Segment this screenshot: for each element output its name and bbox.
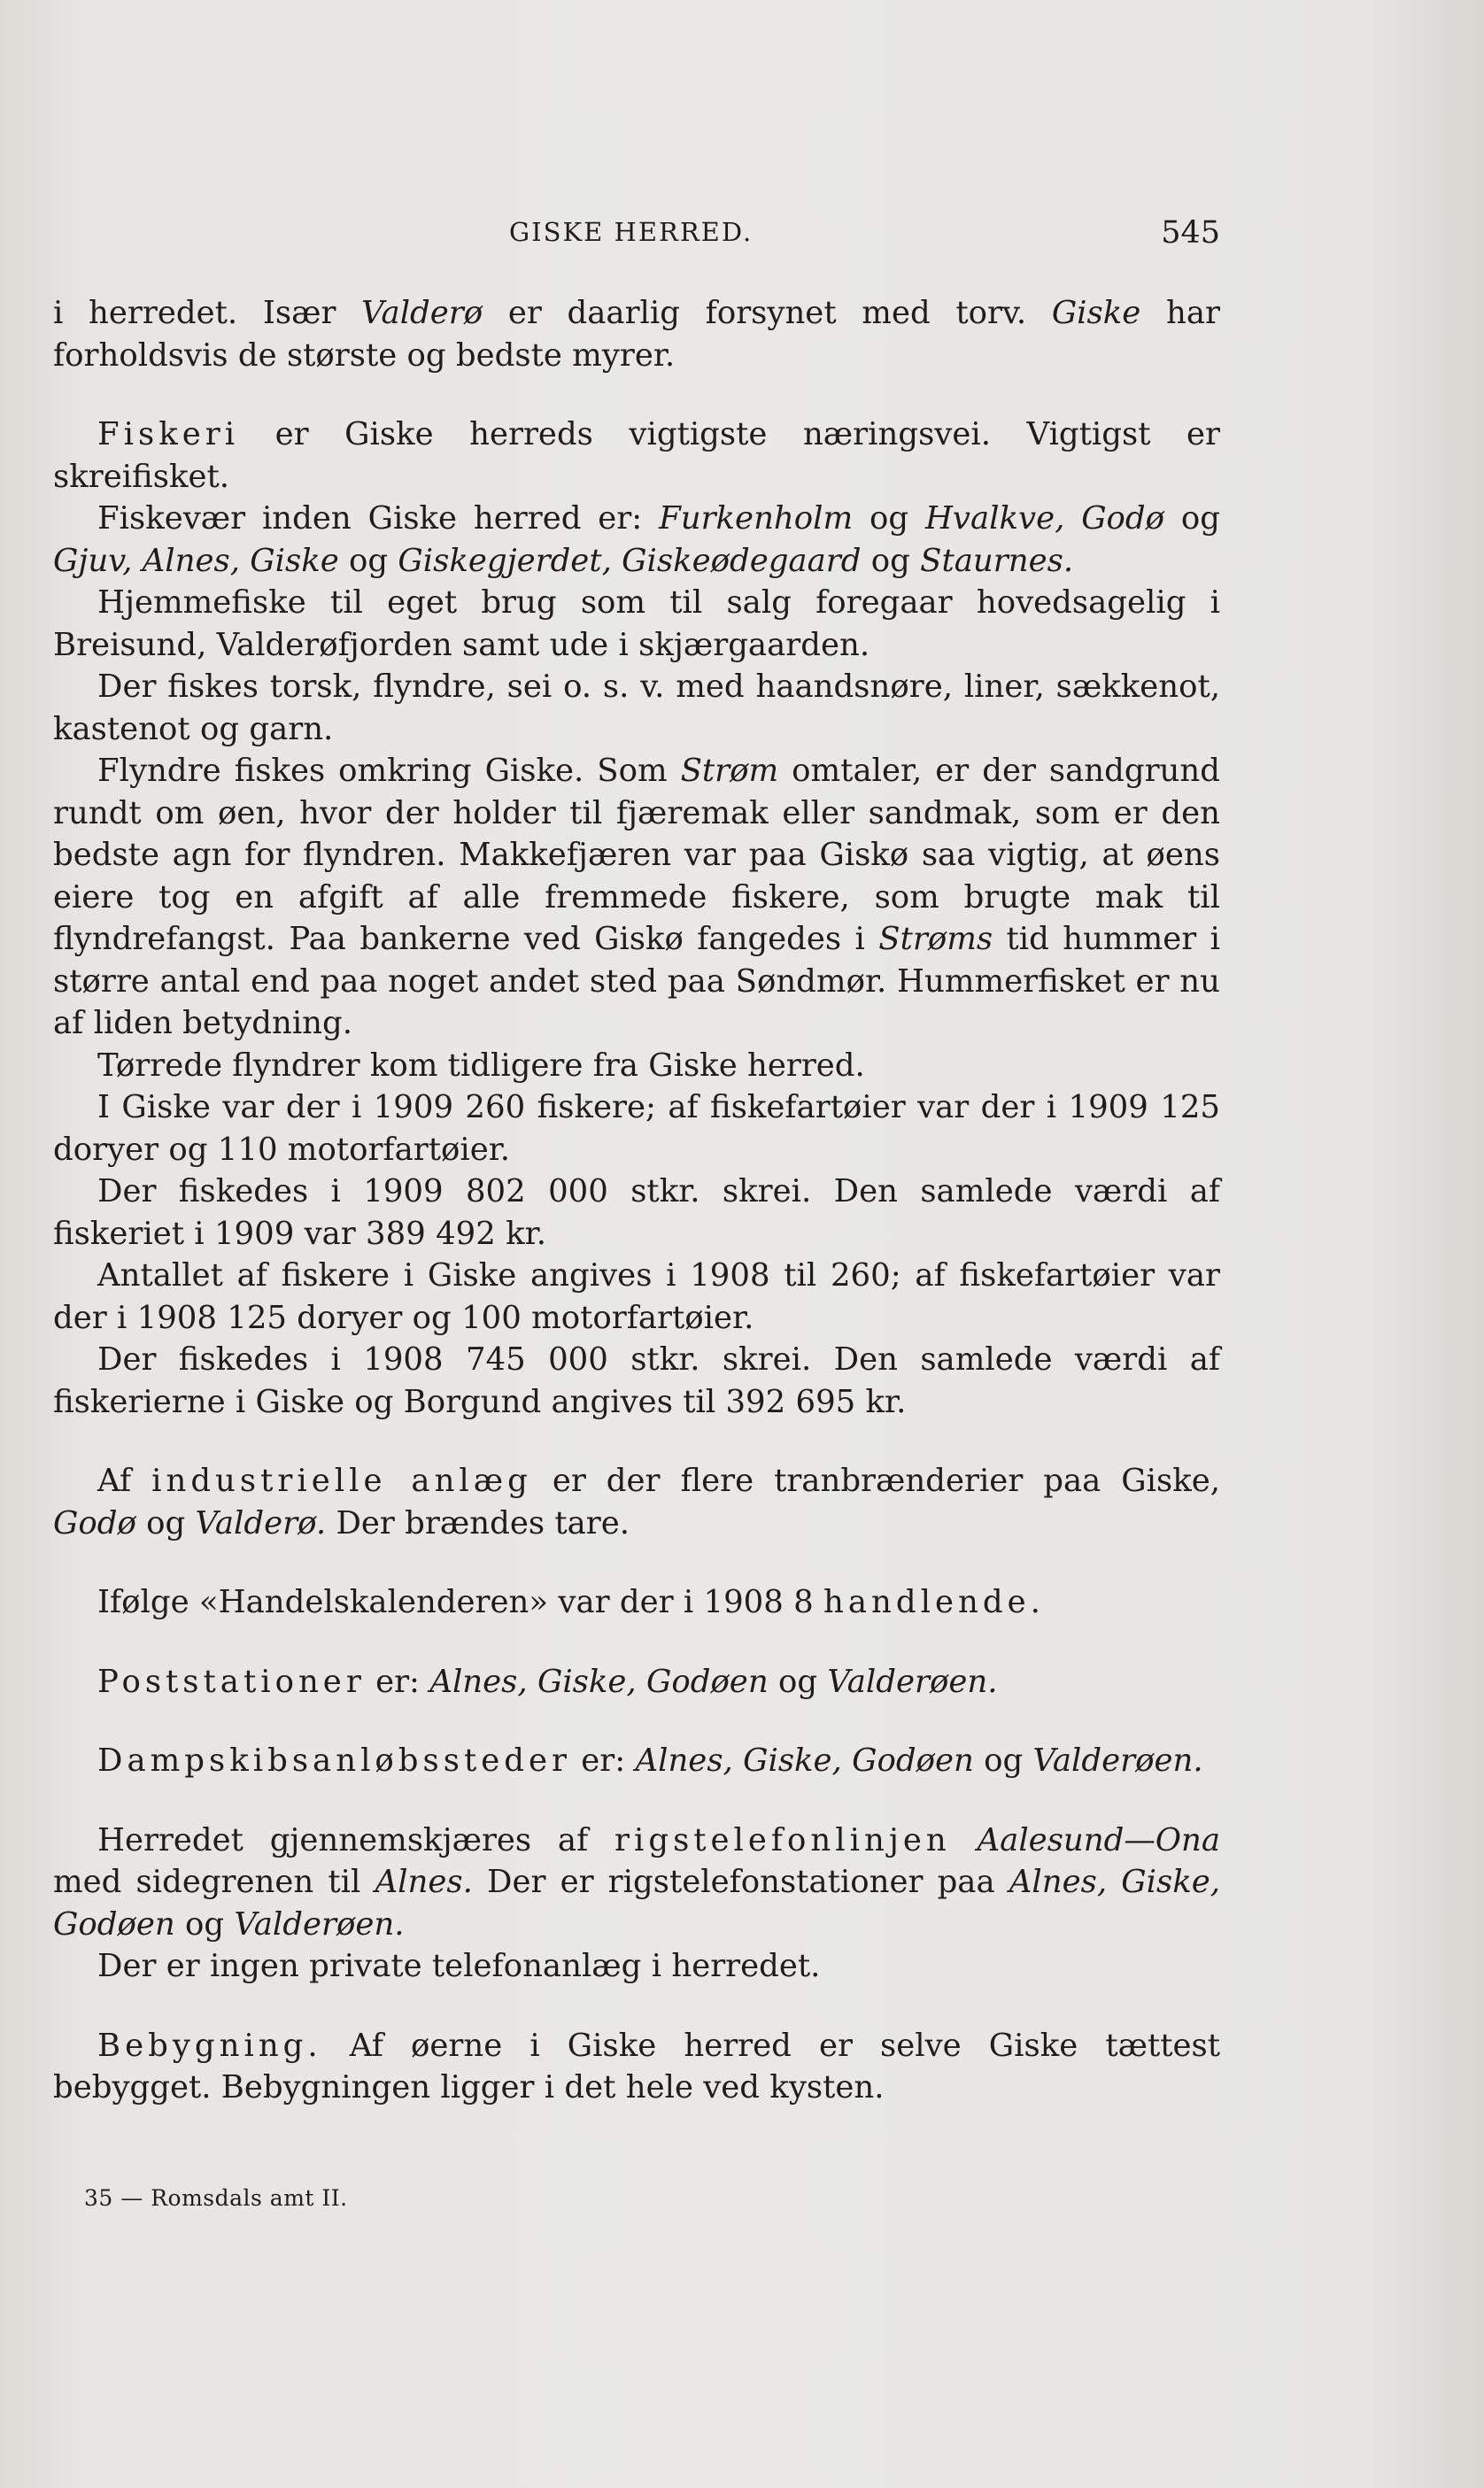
section-gap [53, 1624, 1220, 1661]
body-text [53, 292, 1220, 2109]
paragraph-industry: Af industrielle anlæg er der flere tranbrænderier paa Giske, Godø og Valderø. Der brændes tare. [53, 1463, 1220, 1541]
paragraph-trade: Ifølge «Handelskalenderen» var der i 1908 8 handlende. [97, 1584, 1045, 1620]
paragraph-fishery: Fiskeri er Giske herreds vigtigste næringsvei. Vigtigst er skreifisket. [53, 416, 1220, 495]
paragraph-fishers-1909: I Giske var der i 1909 260 fiskere; af fiskefartøier var der i 1909 125 doryer og 110 motorfartøier. [53, 1089, 1220, 1168]
paragraph-flounder: Flyndre fiskes omkring Giske. Som Strøm omtaler, er der sandgrund rundt om øen, hvor der holder til fjæremak eller sandmak, som er den bedste agn for flyndren. Makkefjæren var paa Giskø saa vigtig, at øens eiere tog en afgift af alle fremmede fiskere, som brugte mak til flyndrefangst. Paa bankerne ved Giskø fangedes i Strøms tid hummer i større antal end paa noget andet sted paa Søndmør. Hummerfisket er nu af liden betydning. [53, 753, 1221, 1041]
paragraph-telephone-lines: Herredet gjennemskjæres af rigstelefonlinjen Aalesund—Ona med sidegrenen til Alnes. Der er rigstelefonstationer paa Alnes, Giske, Godøen og Valderøen. [53, 1821, 1220, 1943]
section-gap [53, 376, 1220, 413]
paragraph-steamship-stops: Dampskibsanløbssteder er: Alnes, Giske, Godøen og Valderøen. [97, 1742, 1203, 1779]
section-gap [53, 1703, 1220, 1740]
paragraph-private-telephone: Der er ingen private telefonanlæg i herredet. [97, 1948, 821, 1984]
paragraph-fishers-1908: Antallet af fiskere i Giske angives i 1908 til 260; af fiskefartøier var der i 1908 125 doryer og 100 motorfartøier. [53, 1257, 1220, 1336]
section-gap [53, 1782, 1220, 1820]
section-gap [53, 1988, 1220, 2025]
paragraph-species: Der fiskes torsk, flyndre, sei o. s. v. med haandsnøre, liner, sækkenot, kastenot og garn. [53, 668, 1220, 747]
section-gap [53, 1423, 1220, 1460]
running-head: GISKE HERRED. [509, 217, 754, 247]
paragraph-home-fishing: Hjemmefiske til eget brug som til salg foregaar hovedsagelig i Breisund, Valderøfjorden samt ude i skjærgaarden. [53, 584, 1220, 663]
paragraph-catch-1909: Der fiskedes i 1909 802 000 stkr. skrei. Den samlede værdi af fiskeriet i 1909 var 389 492 kr. [53, 1173, 1220, 1252]
signature-line: 35 — Romsdals amt II. [84, 2185, 348, 2211]
paragraph-post-stations: Poststationer er: Alnes, Giske, Godøen og Valderøen. [97, 1663, 998, 1700]
paragraph-peat: i herredet. Især Valderø er daarlig forsynet med torv. Giske har forholdsvis de største og bedste myrer. [53, 295, 1220, 374]
paragraph-settlement: Bebygning. Af øerne i Giske herred er selve Giske tættest bebygget. Bebygningen ligger i det hele ved kysten. [53, 2027, 1220, 2106]
paragraph-dried-flounder: Tørrede flyndrer kom tidligere fra Giske herred. [97, 1047, 865, 1084]
page-header [53, 217, 1220, 261]
page-number: 545 [1161, 215, 1220, 251]
paragraph-fishing-villages: Fiskevær inden Giske herred er: Furkenholm og Hvalkve, Godø og Gjuv, Alnes, Giske og Giskegjerdet, Giskeødegaard og Staurnes. [53, 500, 1220, 579]
paragraph-catch-1908: Der fiskedes i 1908 745 000 stkr. skrei. Den samlede værdi af fiskerierne i Giske og Borgund angives til 392 695 kr. [53, 1341, 1220, 1420]
section-gap [53, 1544, 1220, 1581]
